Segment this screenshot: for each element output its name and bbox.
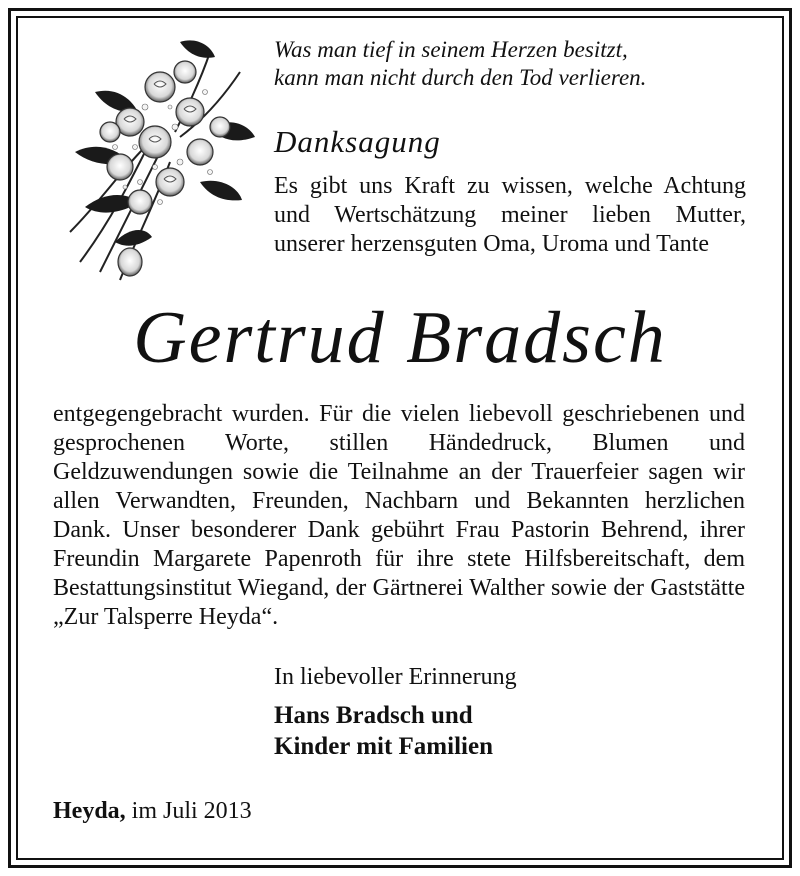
closing-text: In liebevoller Erinnerung bbox=[274, 664, 517, 690]
motto-line-2: kann man nicht durch den Tod verlieren. bbox=[274, 65, 647, 90]
intro-paragraph: Es gibt uns Kraft zu wissen, welche Achtung und Wertschätzung meiner lieben Mutter, unserer herzensguten Oma, Uroma und Tante bbox=[274, 173, 746, 257]
flower-bouquet-icon bbox=[60, 32, 260, 284]
signers-line-1: Hans Bradsch und bbox=[274, 702, 473, 729]
place-town: Heyda, bbox=[53, 798, 126, 824]
intro-text bbox=[274, 172, 746, 259]
signers-line-2: Kinder mit Familien bbox=[274, 733, 493, 760]
motto bbox=[274, 36, 646, 92]
deceased-name: Gertrud Bradsch bbox=[133, 297, 667, 379]
body-text: entgegengebracht wurden. Für die vielen liebevoll geschriebenen und gesprochenen Worte, stillen Händedruck, Blumen und Geldzuwendungen sowie die Teilnahme an der Trauerfeier sagen wir allen Verwandten, Freunden, Nachbarn und Bekannten herzlichen Dank. Unser besonderer Dank gebührt Frau Pastorin Behrend, ihrer Freundin Margarete Papenroth für ihre stete Hilfsbereitschaft, dem Bestattungsinstitut Wiegand, der Gärtnerei Walther sowie der Gaststätte „Zur Talsperre Heyda“. bbox=[53, 401, 745, 630]
place-date bbox=[53, 798, 252, 825]
signers bbox=[274, 700, 493, 762]
motto-line-1: Was man tief in seinem Herzen besitzt, bbox=[274, 37, 628, 62]
place-date-text: im Juli 2013 bbox=[131, 798, 252, 824]
heading: Danksagung bbox=[274, 124, 441, 159]
